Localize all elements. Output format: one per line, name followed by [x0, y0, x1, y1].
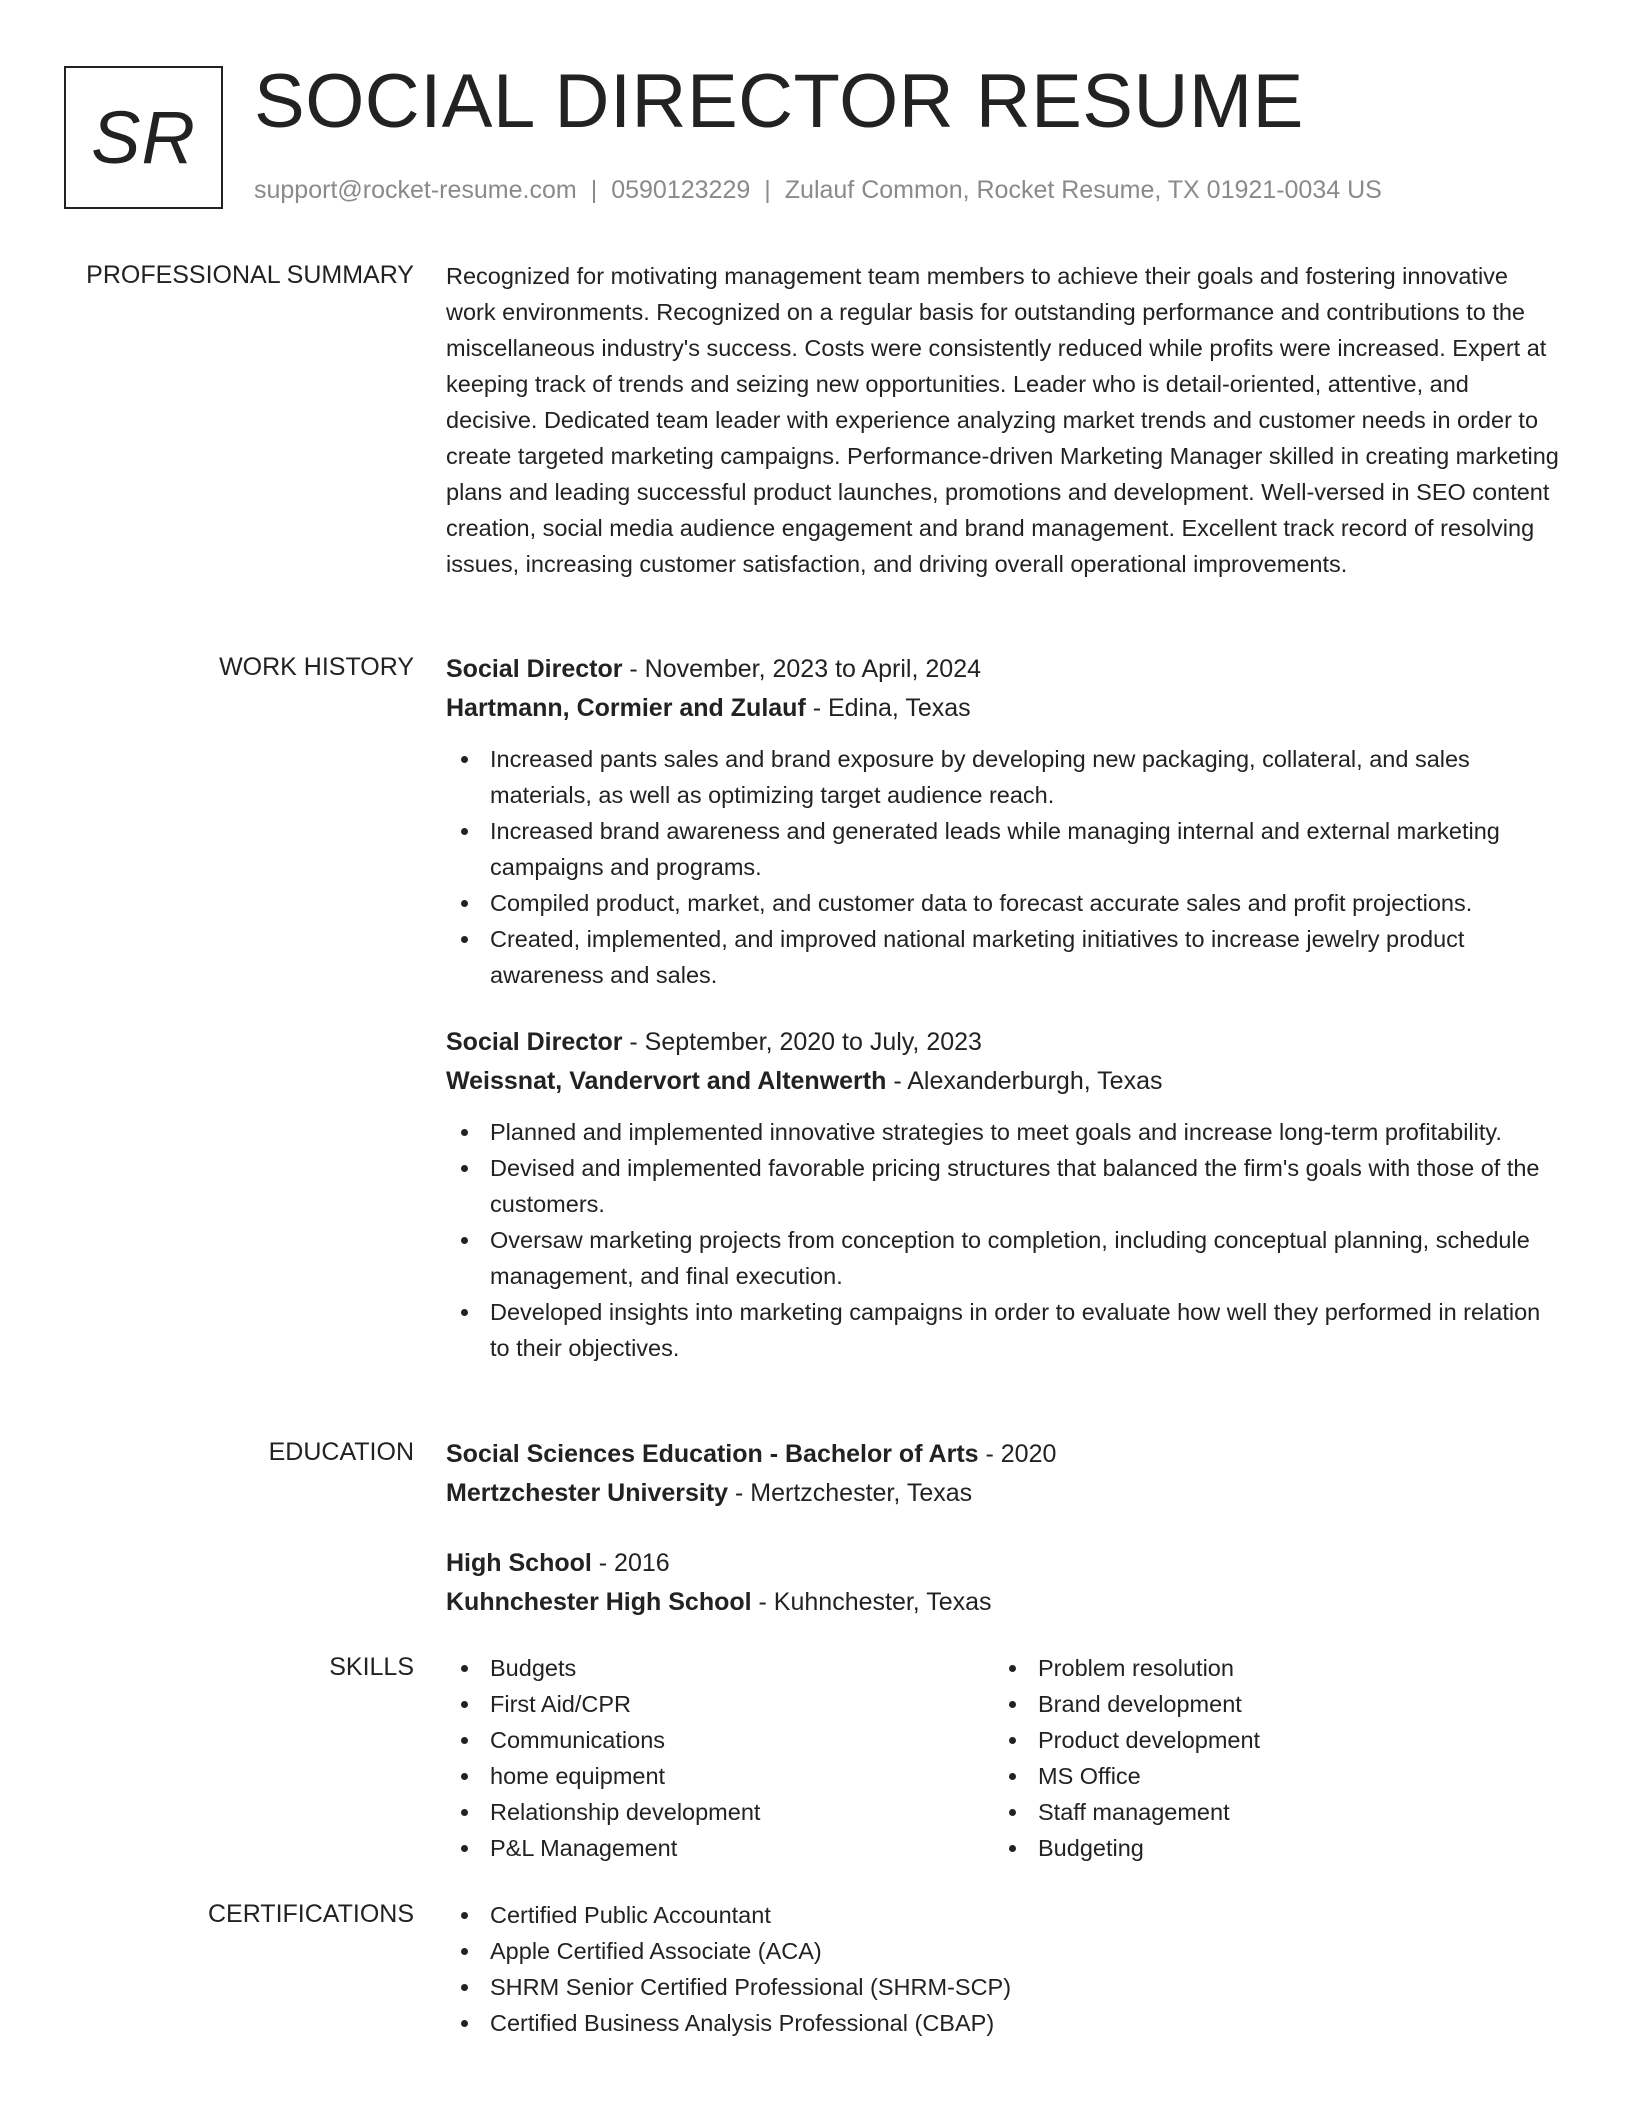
education-degree: High School [446, 1549, 592, 1577]
skills-list-left [446, 1650, 994, 1866]
contact-line [254, 174, 1382, 206]
list-item: Certified Business Analysis Professional (CBAP) [446, 2005, 1562, 2041]
monogram-badge [64, 66, 223, 209]
list-item: Certified Public Accountant [446, 1897, 1562, 1933]
list-item: Increased pants sales and brand exposure by developing new packaging, collateral, and sales materials, as well as optimizing target audience reach. [446, 741, 1562, 813]
list-item: Developed insights into marketing campaigns in order to evaluate how well they performed in relation to their objectives. [446, 1294, 1562, 1366]
education-location: - Mertzchester, Texas [728, 1479, 973, 1507]
job-entry [446, 1023, 1562, 1366]
contact-separator: | [590, 176, 598, 204]
education-degree: Social Sciences Education - Bachelor of Arts [446, 1440, 979, 1468]
education-school-line [446, 1583, 1562, 1622]
job-bullets [446, 741, 1562, 993]
section-label-work: WORK HISTORY [219, 653, 414, 681]
education-year: - 2016 [591, 1549, 670, 1577]
education-degree-line [446, 1435, 1562, 1474]
section-label-education: EDUCATION [268, 1438, 414, 1466]
list-item: Planned and implemented innovative strategies to meet goals and increase long-term profitability. [446, 1114, 1562, 1150]
job-bullets [446, 1114, 1562, 1366]
education-entry [446, 1435, 1562, 1513]
list-item: MS Office [994, 1758, 1542, 1794]
job-title: Social Director [446, 655, 623, 683]
job-company: Hartmann, Cormier and Zulauf [446, 694, 806, 722]
job-company-line [446, 689, 1562, 728]
contact-separator: | [764, 176, 771, 204]
list-item: Staff management [994, 1794, 1542, 1830]
job-title-line [446, 1023, 1562, 1062]
education-year: - 2020 [978, 1440, 1057, 1468]
list-item: P&L Management [446, 1830, 994, 1866]
job-dates: - November, 2023 to April, 2024 [622, 655, 981, 683]
contact-address: Zulauf Common, Rocket Resume, TX 01921-0034 US [784, 176, 1382, 204]
resume-title: SOCIAL DIRECTOR RESUME [254, 59, 1304, 144]
list-item: First Aid/CPR [446, 1686, 994, 1722]
skills-columns [446, 1650, 1562, 1866]
list-item: Brand development [994, 1686, 1542, 1722]
contact-phone[interactable]: 0590123229 [611, 176, 751, 204]
section-label-skills: SKILLS [329, 1653, 414, 1681]
contact-email[interactable]: support@rocket-resume.com [254, 176, 577, 204]
job-entry [446, 650, 1562, 993]
list-item: Apple Certified Associate (ACA) [446, 1933, 1562, 1969]
list-item: Created, implemented, and improved national marketing initiatives to increase jewelry product awareness and sales. [446, 921, 1562, 993]
section-label-certifications: CERTIFICATIONS [207, 1900, 414, 1928]
list-item: Devised and implemented favorable pricing structures that balanced the firm's goals with those of the customers. [446, 1150, 1562, 1222]
list-item: home equipment [446, 1758, 994, 1794]
education-school-line [446, 1474, 1562, 1513]
section-label-summary: PROFESSIONAL SUMMARY [86, 261, 414, 289]
list-item: Increased brand awareness and generated leads while managing internal and external marketing campaigns and programs. [446, 813, 1562, 885]
summary-text: Recognized for motivating management team members to achieve their goals and fostering innovative work environments. Recognized on a regular basis for outstanding performance and contributions to the miscellaneous industry's success. Costs were consistently reduced while profits were increased. Expert at keeping track of trends and seizing new opportunities. Leader who is detail-oriented, attentive, and decisive. Dedicated team leader with experience analyzing market trends and customer needs in order to create targeted marketing campaigns. Performance-driven Marketing Manager skilled in creating marketing plans and leading successful product launches, promotions and development. Well-versed in SEO content creation, social media audience engagement and brand management. Excellent track record of resolving issues, increasing customer satisfaction, and driving overall operational improvements. [446, 263, 1559, 577]
list-item: Compiled product, market, and customer data to forecast accurate sales and profit projections. [446, 885, 1562, 921]
list-item: Budgeting [994, 1830, 1542, 1866]
job-title-line [446, 650, 1562, 689]
list-item: Communications [446, 1722, 994, 1758]
skills-list-right [994, 1650, 1542, 1866]
list-item: Oversaw marketing projects from conception to completion, including conceptual planning, schedule management, and final execution. [446, 1222, 1562, 1294]
list-item: Problem resolution [994, 1650, 1542, 1686]
education-entry [446, 1544, 1562, 1622]
list-item: Relationship development [446, 1794, 994, 1830]
job-location: - Alexanderburgh, Texas [886, 1067, 1163, 1095]
job-title: Social Director [446, 1028, 623, 1056]
education-school: Kuhnchester High School [446, 1588, 752, 1616]
job-location: - Edina, Texas [805, 694, 971, 722]
education-school: Mertzchester University [446, 1479, 729, 1507]
job-company-line [446, 1062, 1562, 1101]
job-dates: - September, 2020 to July, 2023 [622, 1028, 982, 1056]
education-degree-line [446, 1544, 1562, 1583]
job-company: Weissnat, Vandervort and Altenwerth [446, 1067, 887, 1095]
list-item: Product development [994, 1722, 1542, 1758]
list-item: Budgets [446, 1650, 994, 1686]
monogram-initials: SR [91, 96, 196, 179]
list-item: SHRM Senior Certified Professional (SHRM-SCP) [446, 1969, 1562, 2005]
certifications-list [446, 1897, 1562, 2041]
education-location: - Kuhnchester, Texas [751, 1588, 992, 1616]
